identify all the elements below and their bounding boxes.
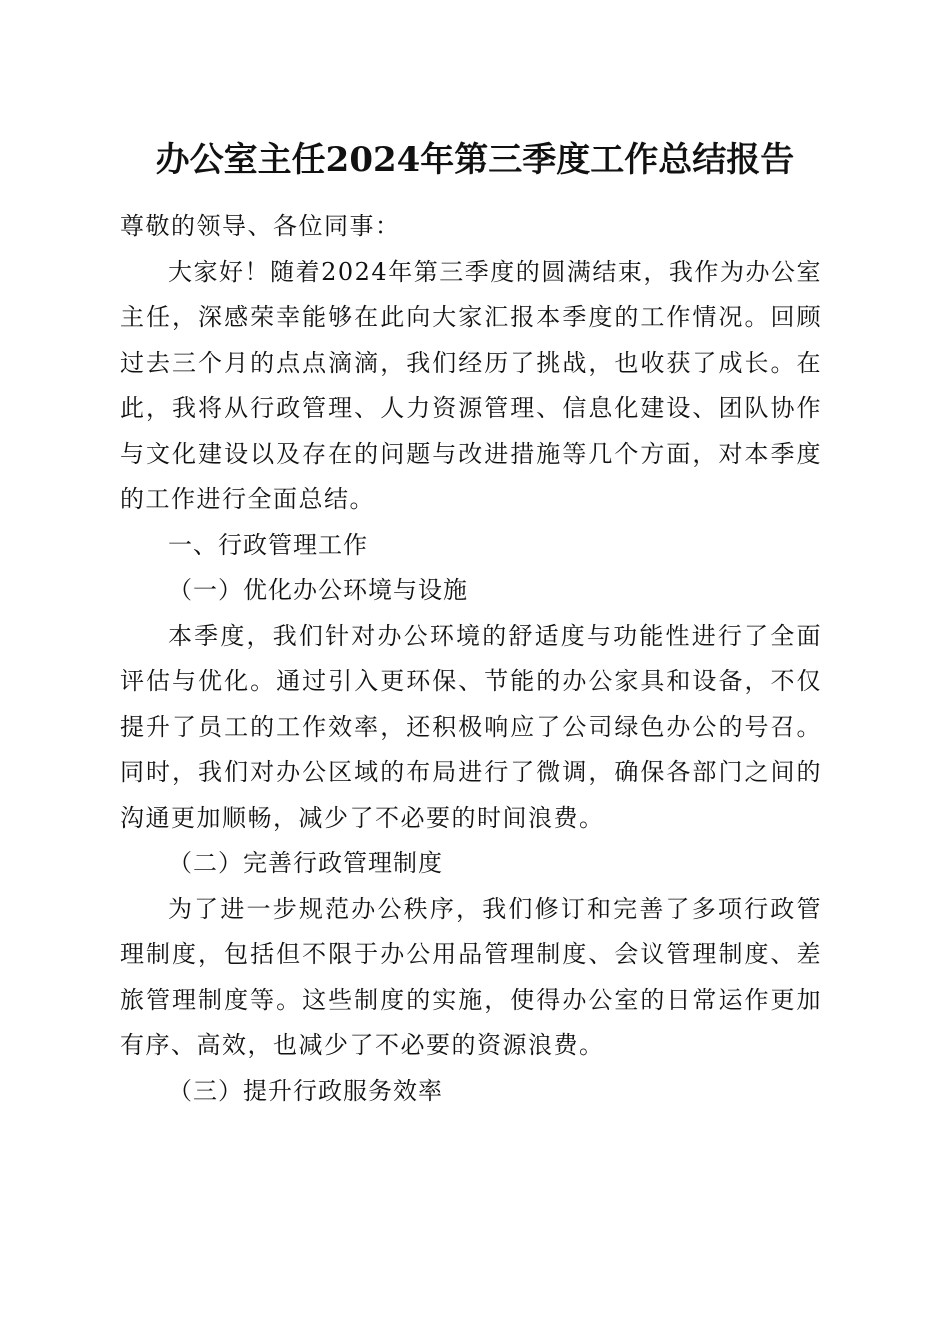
subsection-heading-1: （一）优化办公环境与设施 xyxy=(168,576,468,604)
section-heading-1: 一、行政管理工作 xyxy=(168,530,368,559)
intro-paragraph: 大家好！随着2024年第三季度的圆满结束，我作为办公室主任，深感荣幸能够在此向大家汇报本季度的工作情况。回顾过去三个月的点点滴滴，我们经历了挑战，也收获了成长。在此，我将从行政管理、人力资源管理、信息化建设、团队协作与文化建设以及存在的问题与改进措施等几个方面，对本季度的工作进行全面总结。 xyxy=(120,257,822,513)
subsection-paragraph-1: 本季度，我们针对办公环境的舒适度与功能性进行了全面评估与优化。通过引入更环保、节能的办公家具和设备，不仅提升了员工的工作效率，还积极响应了公司绿色办公的号召。同时，我们对办公区域的布局进行了微调，确保各部门之间的沟通更加顺畅，减少了不必要的时间浪费。 xyxy=(120,621,822,832)
document-body xyxy=(120,204,822,1114)
document-title: 办公室主任2024年第三季度工作总结报告 xyxy=(155,140,795,180)
salutation: 尊敬的领导、各位同事： xyxy=(120,212,401,240)
subsection-paragraph-2: 为了进一步规范办公秩序，我们修订和完善了多项行政管理制度，包括但不限于办公用品管理制度、会议管理制度、差旅管理制度等。这些制度的实施，使得办公室的日常运作更加有序、高效，也减少了不必要的资源浪费。 xyxy=(120,894,822,1059)
subsection-heading-3: （三）提升行政服务效率 xyxy=(168,1076,443,1105)
subsection-heading-2: （二）完善行政管理制度 xyxy=(168,849,443,877)
